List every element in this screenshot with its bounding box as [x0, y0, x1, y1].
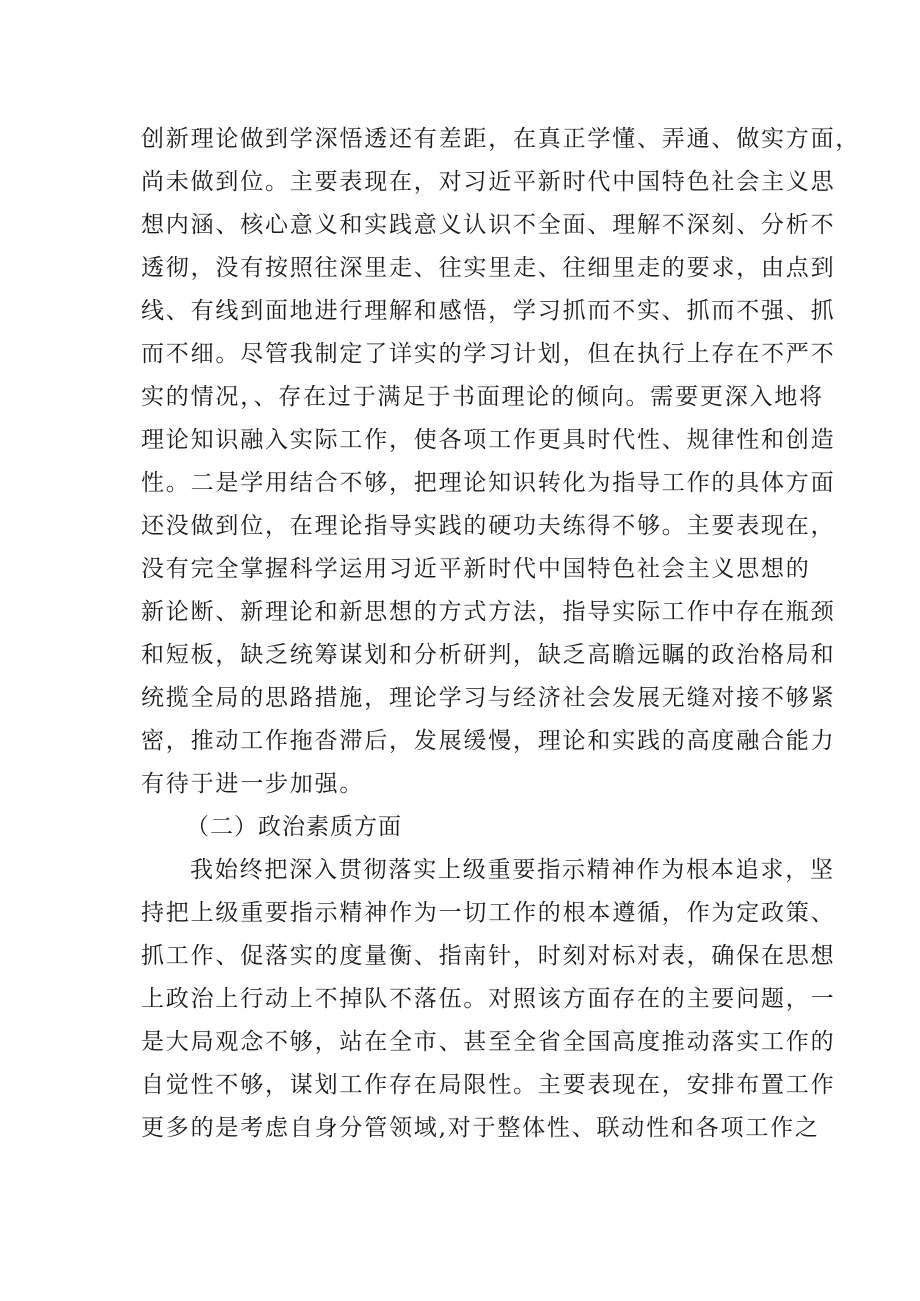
text-line: 更多的是考虑自身分管领域,对于整体性、联动性和各项工作之 — [141, 1115, 820, 1141]
text-line: 而不细。尽管我制定了详实的学习计划，但在执行上存在不严不 — [141, 341, 836, 367]
text-line: 上政治上行动上不掉队不落伍。对照该方面存在的主要问题，一 — [141, 986, 836, 1012]
section-heading: （二）政治素质方面 — [186, 814, 402, 840]
text-line: 线、有线到面地进行理解和感悟，学习抓而不实、抓而不强、抓 — [141, 298, 836, 324]
text-line: 有待于进一步加强。 — [141, 771, 365, 797]
text-line: 抓工作、促落实的度量衡、指南针，时刻对标对表，确保在思想 — [141, 943, 836, 969]
text-line: 理论知识融入实际工作，使各项工作更具时代性、规律性和创造 — [141, 427, 836, 453]
text-line: 创新理论做到学深悟透还有差距，在真正学懂、弄通、做实方面， — [141, 126, 861, 152]
text-line: 性。二是学用结合不够，把理论知识转化为指导工作的具体方面 — [141, 470, 836, 496]
text-line: 新论断、新理论和新思想的方式方法，指导实际工作中存在瓶颈 — [141, 599, 836, 625]
text-line: 还没做到位，在理论指导实践的硬功夫练得不够。主要表现在， — [141, 513, 836, 539]
text-line: 密，推动工作拖沓滞后，发展缓慢，理论和实践的高度融合能力 — [141, 728, 836, 754]
text-line: 透彻，没有按照往深里走、往实里走、往细里走的要求，由点到 — [141, 255, 836, 281]
text-line: 没有完全掌握科学运用习近平新时代中国特色社会主义思想的 — [141, 556, 811, 582]
text-line: 持把上级重要指示精神作为一切工作的根本遵循，作为定政策、 — [141, 900, 836, 926]
text-line: 自觉性不够，谋划工作存在局限性。主要表现在，安排布置工作 — [141, 1072, 836, 1098]
text-line: 和短板，缺乏统筹谋划和分析研判，缺乏高瞻远瞩的政治格局和 — [141, 642, 836, 668]
text-line: 我始终把深入贯彻落实上级重要指示精神作为根本追求，坚 — [190, 857, 835, 883]
text-line: 实的情况，、存在过于满足于书面理论的倾向。需要更深入地将 — [141, 384, 824, 410]
text-line: 是大局观念不够，站在全市、甚至全省全国高度推动落实工作的 — [141, 1029, 836, 1055]
text-line: 统揽全局的思路措施，理论学习与经济社会发展无缝对接不够紧 — [141, 685, 836, 711]
text-line: 尚未做到位。主要表现在，对习近平新时代中国特色社会主义思 — [141, 169, 836, 195]
text-line: 想内涵、核心意义和实践意义认识不全面、理解不深刻、分析不 — [141, 212, 836, 238]
